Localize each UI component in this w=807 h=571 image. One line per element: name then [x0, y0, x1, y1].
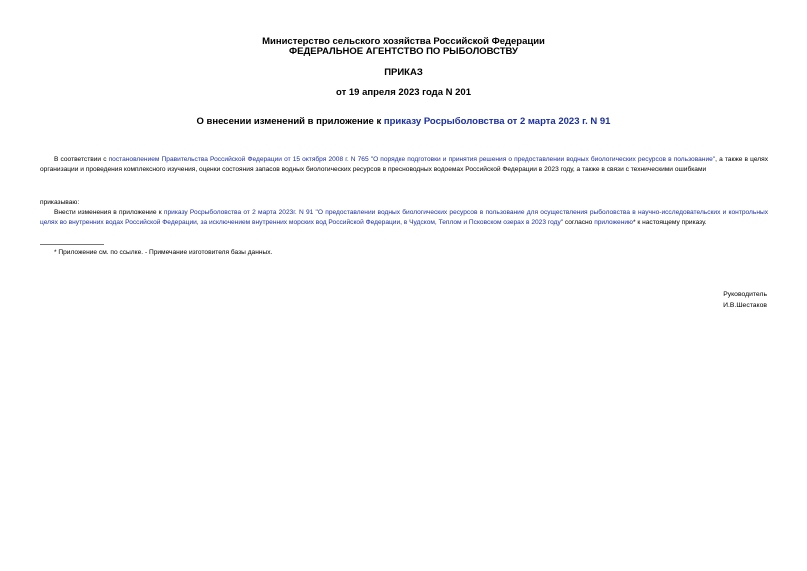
- signature-block: [723, 290, 767, 311]
- paragraph-basis: [40, 155, 768, 175]
- p3-end: * к настоящему приказу.: [632, 219, 707, 227]
- agency-heading: ФЕДЕРАЛЬНОЕ АГЕНТСТВО ПО РЫБОЛОВСТВУ: [289, 46, 518, 57]
- decree-link[interactable]: постановлением Правительства Российской Федерации от 15 октября 2008 г. N 765 "О порядке подготовки и принятия решения о предоставлении водных биологических ресурсов в пользование": [108, 156, 716, 163]
- title-prefix: О внесении изменений в приложение к: [196, 116, 384, 127]
- p3-mid: согласно: [563, 219, 595, 227]
- p1-end: , а также в целях организации и проведения комплексного изучения, оценки состояния запасов водных биологических ресурсов в пресноводных водоемах Российской Федерации в 2023 году, а также в связи с техническими ошибками: [40, 156, 769, 174]
- ministry-heading: Министерство сельского хозяйства Российской Федерации: [262, 36, 545, 47]
- footnote-divider: [40, 244, 104, 245]
- p3-start: Внести изменения в приложение к: [54, 209, 164, 216]
- footnote: * Приложение см. по ссылке. - Примечание изготовителя базы данных.: [54, 249, 273, 256]
- signature-name: И.В.Шестаков: [723, 301, 767, 309]
- paragraph-changes: [40, 208, 768, 228]
- paragraph-order-word: приказываю:: [40, 199, 80, 206]
- date-number-heading: от 19 апреля 2023 года N 201: [336, 87, 471, 98]
- p1-start: В соответствии с: [54, 156, 109, 163]
- order-91-link[interactable]: приказу Росрыболовства от 2 марта 2023г. N 91 "О предоставлении водных биологических ресурсов в пользование для осуществления рыболовства в научно-исследовательских и контрольных целях во внутренних водах Российской Федерации, за исключением внутренних морских вод Российской Федерации, в Чудском, Теплом и Псковском озерах в 2023 году": [40, 209, 768, 227]
- document-title: [0, 116, 807, 127]
- signature-position: Руководитель: [723, 291, 767, 298]
- doc-type-heading: ПРИКАЗ: [384, 67, 423, 78]
- title-order-link[interactable]: приказу Росрыболовства от 2 марта 2023 г. N 91: [383, 116, 611, 127]
- appendix-link[interactable]: приложению: [594, 219, 633, 227]
